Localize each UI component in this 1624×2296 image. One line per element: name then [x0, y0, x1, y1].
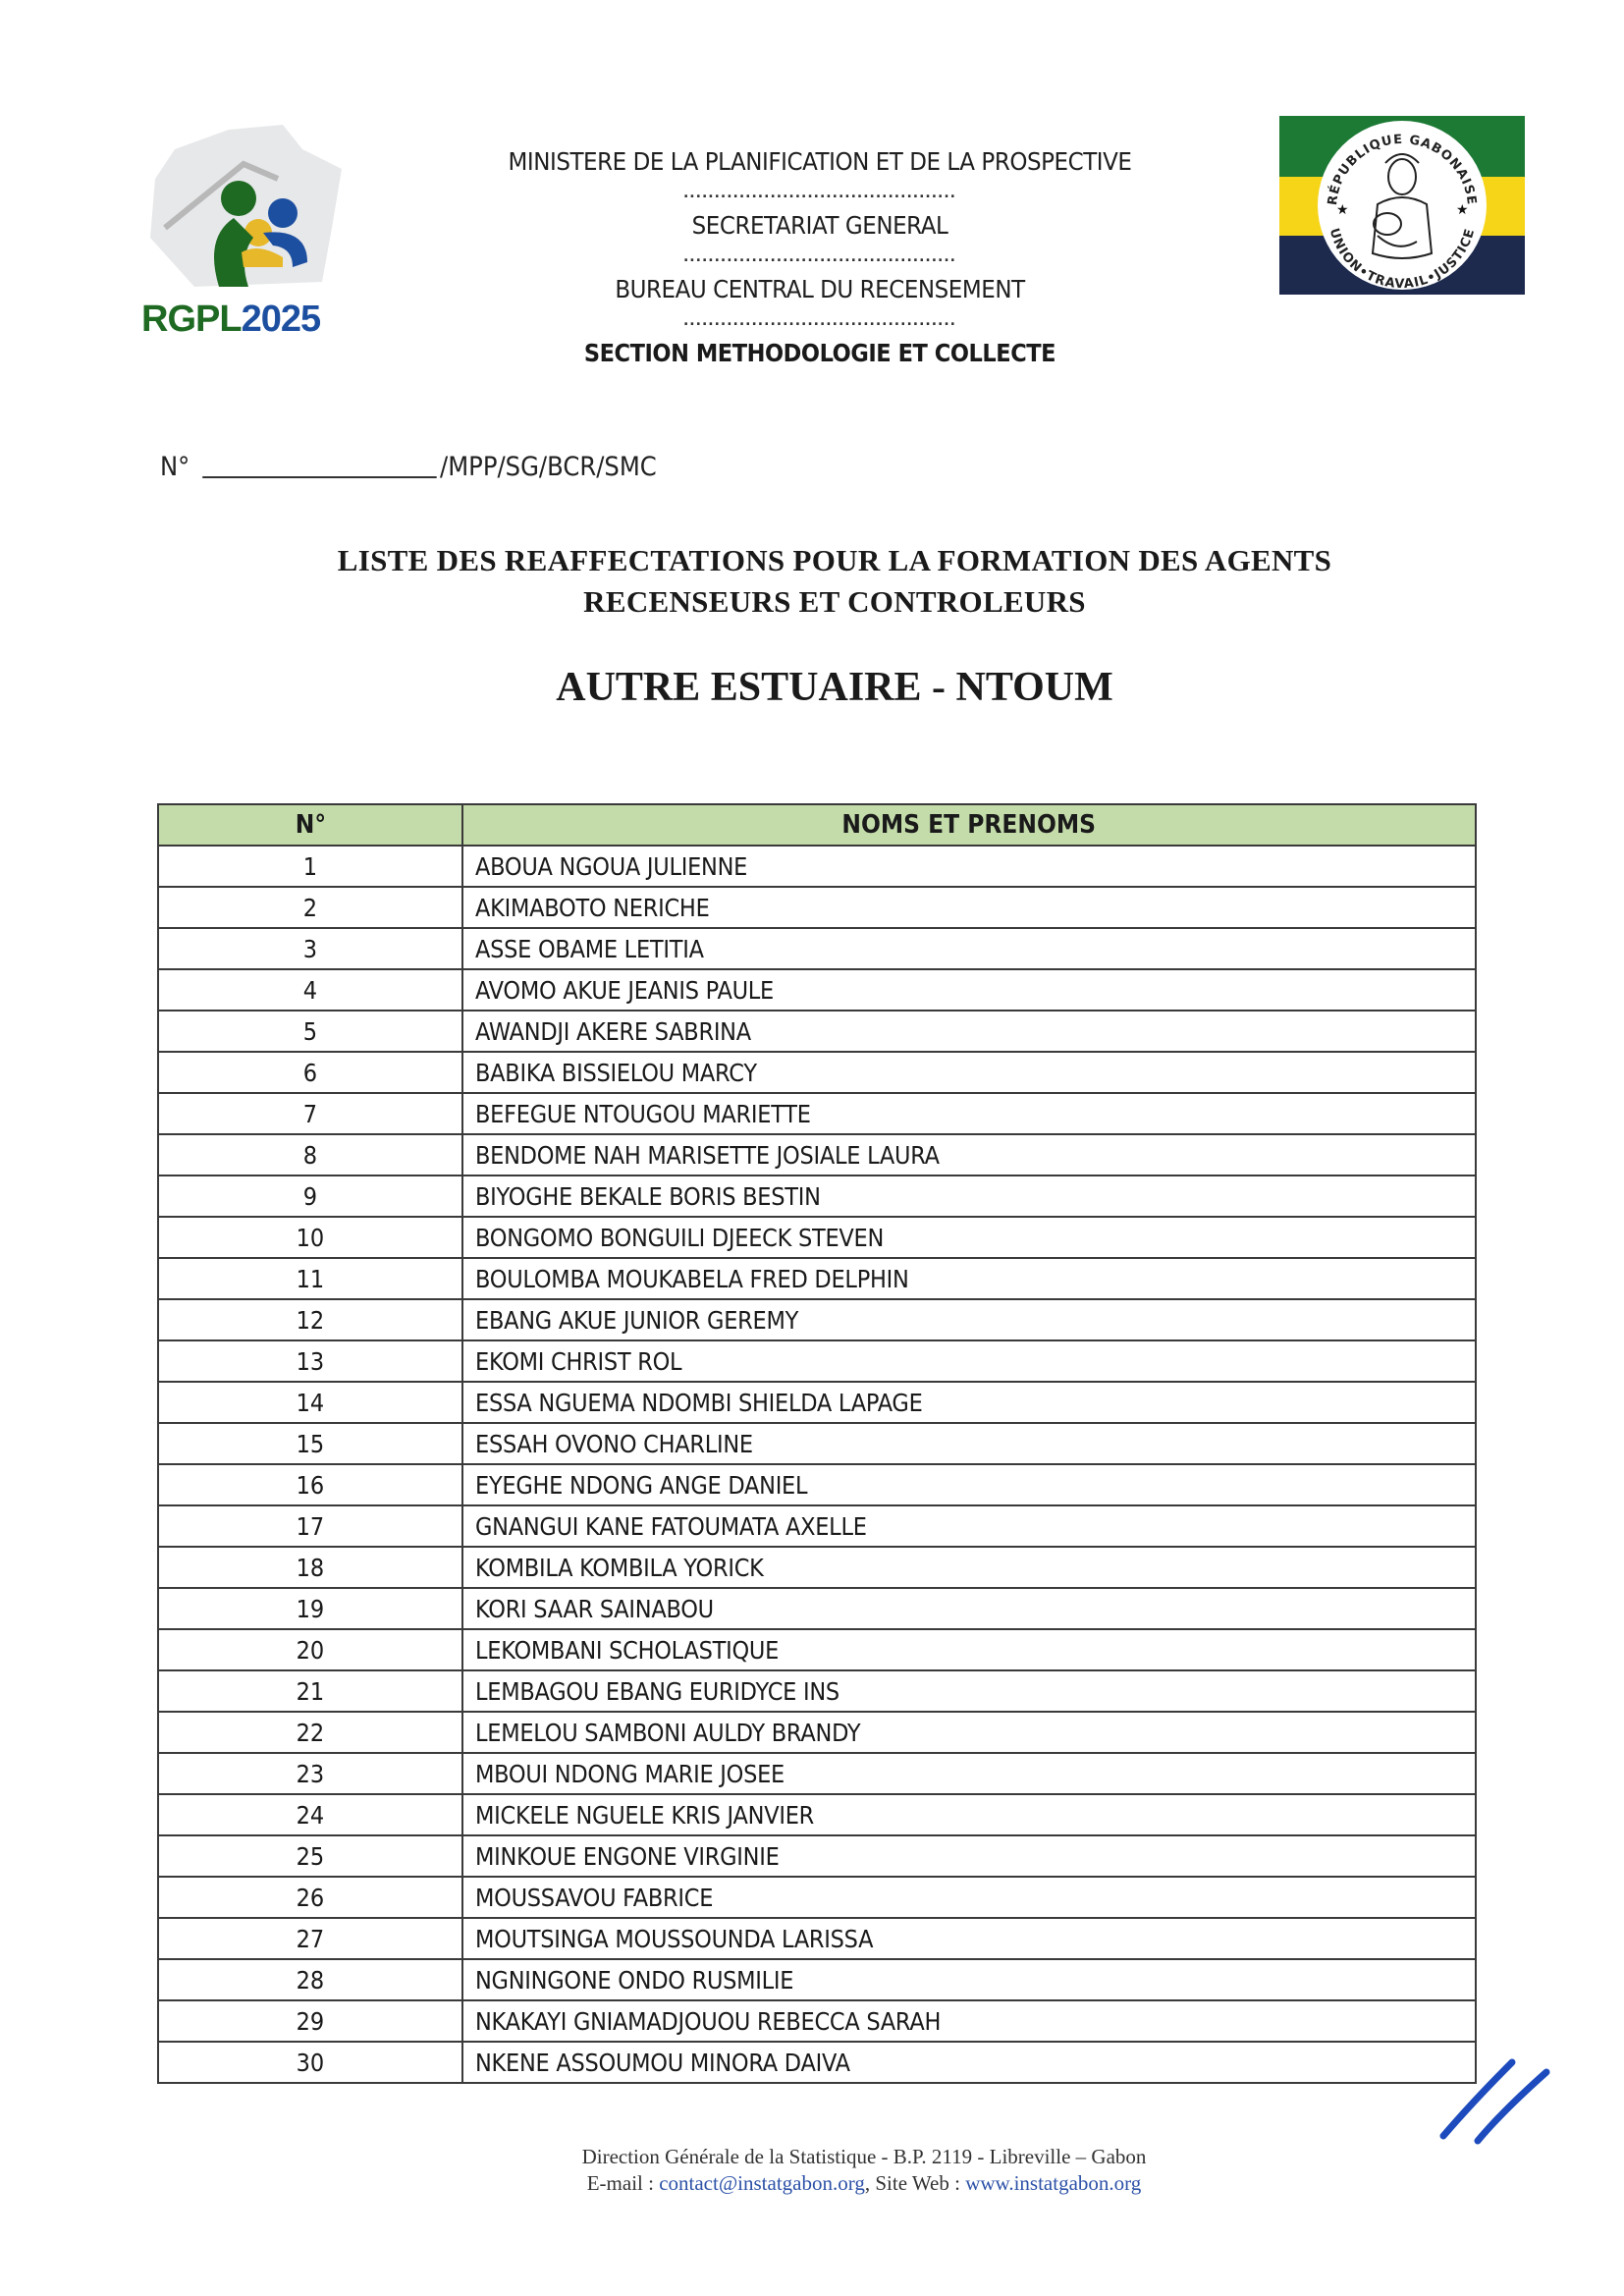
row-number — [158, 1670, 462, 1712]
table-row — [158, 1794, 1476, 1835]
row-number — [158, 1835, 462, 1877]
separator: ............................................ — [682, 249, 956, 265]
row-name — [462, 1464, 1476, 1505]
row-number — [158, 1753, 462, 1794]
table-row — [158, 1382, 1476, 1423]
document-title — [196, 540, 1473, 623]
emblem-top-text: RÉPUBLIQUE GABONAISE — [1325, 132, 1479, 206]
row-number-text: 13 — [296, 1346, 325, 1376]
row-name-text: GNANGUI KANE FATOUMATA AXELLE — [475, 1511, 867, 1541]
title-line-2: RECENSEURS ET CONTROLEURS — [583, 584, 1086, 619]
emblem-bottom-text: UNION•TRAVAIL•JUSTICE — [1326, 226, 1479, 293]
table-row — [158, 2042, 1476, 2083]
reference-blank-field — [202, 475, 436, 478]
table-row — [158, 1835, 1476, 1877]
table-row — [158, 1753, 1476, 1794]
table-row — [158, 1134, 1476, 1175]
website-link[interactable]: www.instatgabon.org — [965, 2171, 1142, 2195]
row-name-text: ESSAH OVONO CHARLINE — [475, 1429, 753, 1458]
row-name-text: MINKOUE ENGONE VIRGINIE — [475, 1841, 780, 1871]
row-name — [462, 1794, 1476, 1835]
row-name-text: MOUTSINGA MOUSSOUNDA LARISSA — [475, 1924, 874, 1953]
row-name-text: BONGOMO BONGUILI DJEECK STEVEN — [475, 1223, 885, 1252]
row-number-text: 7 — [302, 1099, 318, 1128]
coat-of-arms-icon — [1279, 116, 1525, 295]
row-name — [462, 1340, 1476, 1382]
footer-contact — [393, 2170, 1335, 2197]
row-number-text: 10 — [296, 1223, 325, 1252]
table-row — [158, 1011, 1476, 1052]
row-number — [158, 846, 462, 887]
row-name-text: AWANDJI AKERE SABRINA — [475, 1016, 751, 1046]
ministry-name: MINISTERE DE LA PLANIFICATION ET DE LA PROSPECTIVE — [508, 147, 1132, 176]
secretariat-name: SECRETARIAT GENERAL — [691, 211, 948, 240]
row-name-text: NGNINGONE ONDO RUSMILIE — [475, 1965, 794, 1995]
row-number — [158, 1959, 462, 2000]
row-name — [462, 1547, 1476, 1588]
table-row — [158, 1052, 1476, 1093]
row-name — [462, 1052, 1476, 1093]
row-name — [462, 1712, 1476, 1753]
row-name — [462, 1835, 1476, 1877]
agents-table — [157, 803, 1477, 2084]
row-number-text: 18 — [296, 1553, 325, 1582]
email-link[interactable]: contact@instatgabon.org — [659, 2171, 865, 2195]
table-body — [158, 846, 1476, 2083]
row-number — [158, 1382, 462, 1423]
row-name-text: KORI SAAR SAINABOU — [475, 1594, 714, 1623]
row-number — [158, 1588, 462, 1629]
table-row — [158, 1423, 1476, 1464]
row-number-text: 22 — [296, 1718, 325, 1747]
footer-address: Direction Générale de la Statistique - B.P. 2119 - Libreville – Gabon — [581, 2145, 1147, 2168]
row-name-text: EBANG AKUE JUNIOR GEREMY — [475, 1305, 799, 1335]
reference-prefix: N° — [160, 452, 190, 482]
row-number — [158, 2000, 462, 2042]
row-name-text: ESSA NGUEMA NDOMBI SHIELDA LAPAGE — [475, 1388, 923, 1417]
row-number-text: 8 — [302, 1140, 318, 1170]
row-number-text: 6 — [302, 1058, 318, 1087]
row-name-text: EKOMI CHRIST ROL — [475, 1346, 682, 1376]
row-name-text: ASSE OBAME LETITIA — [475, 934, 704, 963]
row-number-text: 25 — [296, 1841, 325, 1871]
row-name-text: BENDOME NAH MARISETTE JOSIALE LAURA — [475, 1140, 940, 1170]
row-name-text: LEKOMBANI SCHOLASTIQUE — [475, 1635, 780, 1665]
row-name — [462, 969, 1476, 1011]
row-number-text: 5 — [302, 1016, 318, 1046]
row-number — [158, 1918, 462, 1959]
row-number — [158, 1258, 462, 1299]
row-name-text: EYEGHE NDONG ANGE DANIEL — [475, 1470, 808, 1500]
row-number — [158, 1547, 462, 1588]
table-row — [158, 887, 1476, 928]
table-row — [158, 969, 1476, 1011]
row-number-text: 27 — [296, 1924, 325, 1953]
table-row — [158, 1175, 1476, 1217]
row-name-text: ABOUA NGOUA JULIENNE — [475, 851, 748, 881]
row-name-text: BIYOGHE BEKALE BORIS BESTIN — [475, 1181, 821, 1211]
table-row — [158, 1877, 1476, 1918]
row-number-text: 14 — [296, 1388, 325, 1417]
row-number — [158, 1629, 462, 1670]
table-row — [158, 1093, 1476, 1134]
row-name — [462, 1258, 1476, 1299]
row-number-text: 12 — [296, 1305, 325, 1335]
row-name — [462, 1382, 1476, 1423]
row-name — [462, 2000, 1476, 2042]
row-name — [462, 1134, 1476, 1175]
table-header-row — [158, 804, 1476, 846]
row-name — [462, 1753, 1476, 1794]
table-row — [158, 1464, 1476, 1505]
row-name-text: AVOMO AKUE JEANIS PAULE — [475, 975, 775, 1005]
row-number — [158, 1423, 462, 1464]
gabon-flag-emblem — [1279, 116, 1525, 295]
row-number — [158, 1877, 462, 1918]
row-name-text: BABIKA BISSIELOU MARCY — [475, 1058, 757, 1087]
row-name-text: LEMELOU SAMBONI AULDY BRANDY — [475, 1718, 861, 1747]
rgpl-logo — [135, 110, 371, 346]
row-number — [158, 1712, 462, 1753]
row-name — [462, 1918, 1476, 1959]
row-number — [158, 1175, 462, 1217]
row-number-text: 29 — [296, 2006, 325, 2036]
row-name-text: BEFEGUE NTOUGOU MARIETTE — [475, 1099, 811, 1128]
row-name — [462, 1877, 1476, 1918]
row-number — [158, 1011, 462, 1052]
table-row — [158, 1547, 1476, 1588]
row-number-text: 1 — [302, 851, 318, 881]
row-name — [462, 1299, 1476, 1340]
row-name — [462, 1629, 1476, 1670]
row-name — [462, 1959, 1476, 2000]
row-number-text: 15 — [296, 1429, 325, 1458]
row-name-text: MOUSSAVOU FABRICE — [475, 1883, 714, 1912]
table-row — [158, 928, 1476, 969]
email-label: E-mail : — [586, 2171, 660, 2195]
row-number-text: 28 — [296, 1965, 325, 1995]
row-number-text: 17 — [296, 1511, 325, 1541]
row-name — [462, 2042, 1476, 2083]
row-number — [158, 887, 462, 928]
row-name — [462, 887, 1476, 928]
row-number-text: 21 — [296, 1676, 325, 1706]
row-name-text: LEMBAGOU EBANG EURIDYCE INS — [475, 1676, 839, 1706]
row-name-text: BOULOMBA MOUKABELA FRED DELPHIN — [475, 1264, 909, 1293]
row-number — [158, 1217, 462, 1258]
row-name — [462, 928, 1476, 969]
row-number-text: 4 — [302, 975, 318, 1005]
table-row — [158, 1918, 1476, 1959]
row-name — [462, 1011, 1476, 1052]
column-header-names — [462, 804, 1476, 846]
row-number — [158, 1464, 462, 1505]
logo-text-rgpl: RGPL — [141, 299, 242, 340]
letterhead — [432, 147, 1208, 367]
rgpl-logo-text — [141, 299, 371, 341]
row-name-text: MICKELE NGUELE KRIS JANVIER — [475, 1800, 815, 1830]
table-row — [158, 1670, 1476, 1712]
row-name — [462, 1505, 1476, 1547]
row-number-text: 20 — [296, 1635, 325, 1665]
census-family-icon — [135, 110, 352, 297]
table-row — [158, 1299, 1476, 1340]
separator: ............................................ — [682, 186, 956, 201]
row-number-text: 30 — [296, 2048, 325, 2077]
column-header-number — [158, 804, 462, 846]
row-number-text: 23 — [296, 1759, 325, 1788]
row-name — [462, 1588, 1476, 1629]
row-name — [462, 846, 1476, 887]
row-name-text: KOMBILA KOMBILA YORICK — [475, 1553, 764, 1582]
row-name-text: NKENE ASSOUMOU MINORA DAIVA — [475, 2048, 850, 2077]
row-name — [462, 1423, 1476, 1464]
bureau-name: BUREAU CENTRAL DU RECENSEMENT — [615, 275, 1025, 303]
row-number — [158, 928, 462, 969]
svg-text:★: ★ — [1456, 203, 1469, 218]
table-row — [158, 1340, 1476, 1382]
website-label: , Site Web : — [864, 2171, 966, 2195]
table-row — [158, 1588, 1476, 1629]
row-name — [462, 1093, 1476, 1134]
row-name — [462, 1175, 1476, 1217]
row-number — [158, 1340, 462, 1382]
table-row — [158, 1629, 1476, 1670]
row-number-text: 3 — [302, 934, 318, 963]
row-number-text: 2 — [302, 893, 318, 922]
table-row — [158, 1959, 1476, 2000]
row-number — [158, 1794, 462, 1835]
row-number-text: 9 — [302, 1181, 318, 1211]
row-number — [158, 1299, 462, 1340]
reference-number — [160, 452, 657, 482]
row-number-text: 16 — [296, 1470, 325, 1500]
section-name: SECTION METHODOLOGIE ET COLLECTE — [583, 339, 1056, 367]
row-name-text: MBOUI NDONG MARIE JOSEE — [475, 1759, 785, 1788]
row-name — [462, 1670, 1476, 1712]
row-name-text: AKIMABOTO NERICHE — [475, 893, 710, 922]
row-number-text: 19 — [296, 1594, 325, 1623]
row-number-text: 24 — [296, 1800, 325, 1830]
column-header-number-label: N° — [295, 810, 326, 840]
table-row — [158, 1712, 1476, 1753]
table-row — [158, 1505, 1476, 1547]
handwritten-slash-mark-icon — [1434, 2043, 1571, 2151]
location-heading: AUTRE ESTUAIRE - NTOUM — [556, 665, 1113, 710]
table-row — [158, 1258, 1476, 1299]
table-row — [158, 2000, 1476, 2042]
svg-text:★: ★ — [1336, 203, 1349, 218]
row-number-text: 11 — [296, 1264, 325, 1293]
row-name-text: NKAKAYI GNIAMADJOUOU REBECCA SARAH — [475, 2006, 942, 2036]
logo-text-year: 2025 — [241, 299, 321, 340]
row-number — [158, 969, 462, 1011]
page-footer — [393, 2144, 1335, 2197]
row-number-text: 26 — [296, 1883, 325, 1912]
reference-suffix: /MPP/SG/BCR/SMC — [440, 452, 657, 482]
title-line-1: LISTE DES REAFFECTATIONS POUR LA FORMATION DES AGENTS — [337, 543, 1332, 577]
row-number — [158, 1505, 462, 1547]
row-number — [158, 2042, 462, 2083]
row-name — [462, 1217, 1476, 1258]
row-number — [158, 1052, 462, 1093]
row-number — [158, 1093, 462, 1134]
separator: ............................................ — [682, 313, 956, 329]
table-row — [158, 846, 1476, 887]
column-header-names-label: NOMS ET PRENOMS — [841, 810, 1097, 840]
row-number — [158, 1134, 462, 1175]
table-row — [158, 1217, 1476, 1258]
